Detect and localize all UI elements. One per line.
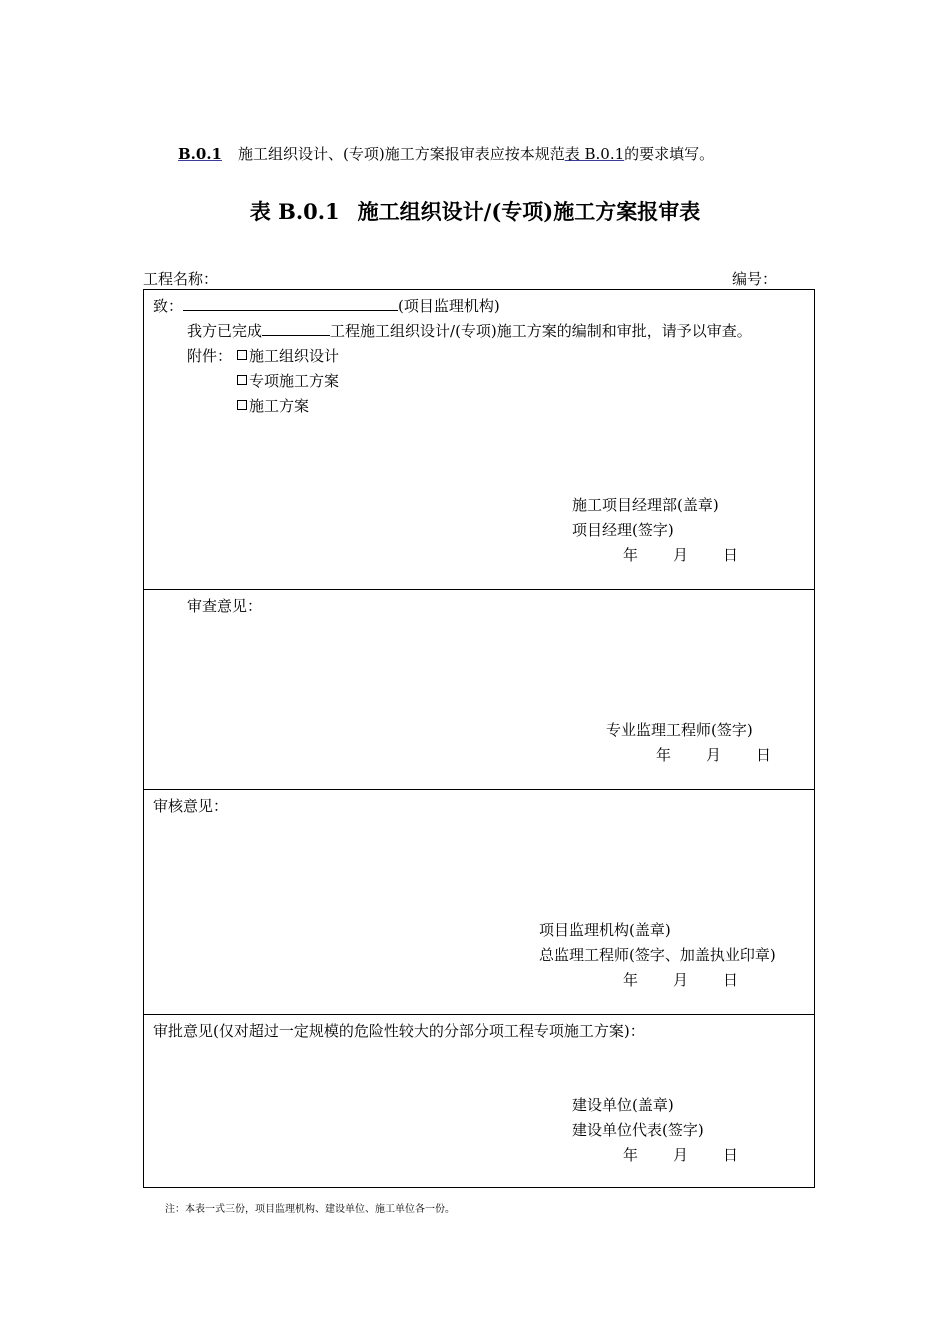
attachment-checkbox-1[interactable]: 施工组织设计 [237,345,339,366]
audit-sign-dept: 项目监理机构(盖章) [539,921,671,939]
review-sign-person: 专业监理工程师(签字) [606,721,753,739]
audit-section [144,790,814,1015]
number-label: 编号： [732,270,778,288]
intro-ref-link[interactable]: B.0.1 [178,145,222,163]
checkbox-icon[interactable] [237,350,247,360]
footnote: 注：本表一式三份，项目监理机构、建设单位、施工单位各一份。 [165,1204,455,1215]
audit-sign-person: 总监理工程师(签字、加盖执业印章) [539,946,776,964]
to-suffix: (项目监理机构) [398,297,500,315]
checkbox-icon[interactable] [237,375,247,385]
attachment-checkbox-2[interactable]: 专项施工方案 [237,370,339,391]
attachment-checkbox-3[interactable]: 施工方案 [237,395,309,416]
approval-sign-date: 年 月 日 [623,1146,739,1164]
to-blank-field[interactable] [183,295,398,311]
completion-line: 我方已完成 工程施工组织设计/(专项)施工方案的编制和审批，请予以审查。 [187,322,752,340]
project-blank-field[interactable] [262,320,330,336]
approval-section [144,1015,814,1189]
form-table [143,289,815,1188]
approval-sign-dept: 建设单位(盖章) [572,1096,674,1114]
table-name: 施工组织设计/(专项)施工方案报审表 [357,199,701,224]
attach-label: 附件： [187,347,233,365]
page-title [0,196,950,226]
sign-dept: 施工项目经理部(盖章) [572,496,719,514]
checkbox-icon[interactable] [237,400,247,410]
table-number: 表 B.0.1 [249,199,340,224]
project-name-label: 工程名称： [143,270,219,288]
audit-label: 审核意见： [153,797,229,815]
sign-person: 项目经理(签字) [572,521,674,539]
to-line [153,295,500,316]
to-label: 致： [153,297,184,315]
approval-label: 审批意见(仅对超过一定规模的危险性较大的分部分项工程专项施工方案)： [153,1022,645,1040]
intro-line [178,143,714,164]
submission-section [144,290,814,590]
sign-date: 年 月 日 [623,546,739,564]
intro-text-after: 的要求填写。 [624,145,715,163]
review-section [144,590,814,790]
approval-sign-person: 建设单位代表(签字) [572,1121,704,1139]
review-label: 审查意见： [187,597,263,615]
intro-text: 施工组织设计、(专项)施工方案报审表应按本规范 [238,145,565,163]
intro-table-ref-link[interactable]: 表 B.0.1 [564,145,625,163]
audit-sign-date: 年 月 日 [623,971,739,989]
review-sign-date: 年 月 日 [656,746,772,764]
